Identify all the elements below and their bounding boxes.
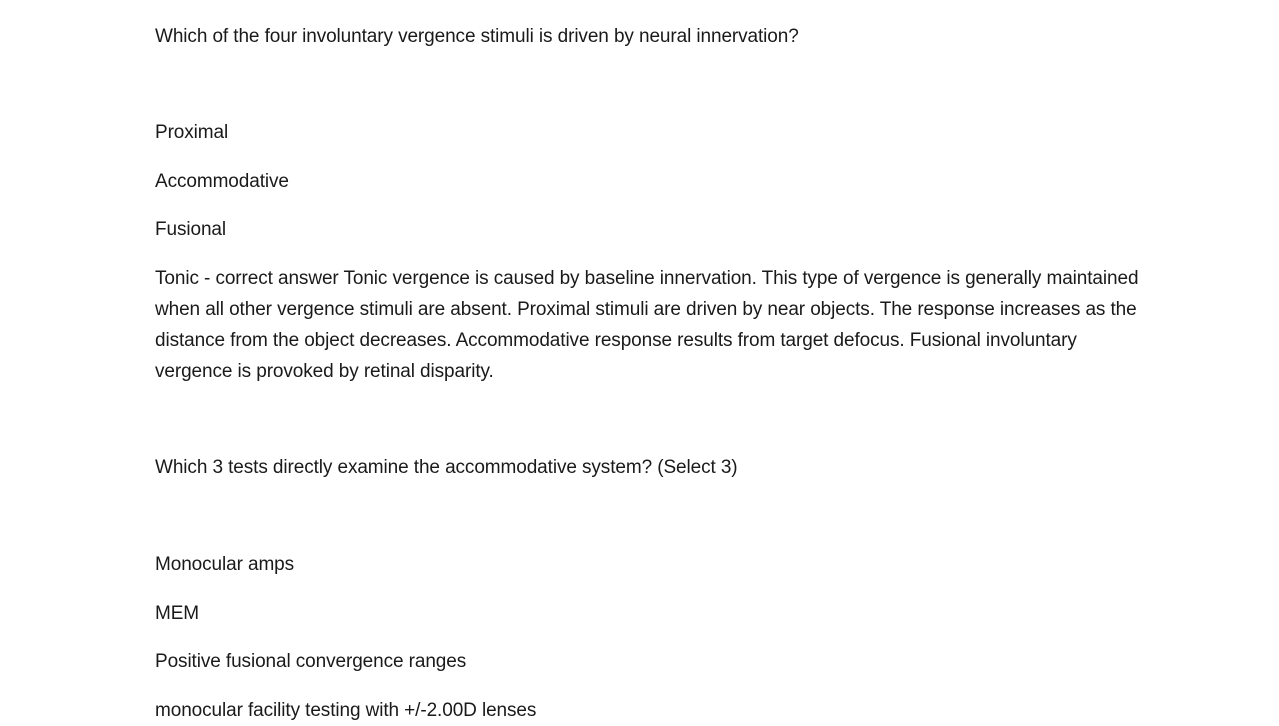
question-2-option-mem: MEM (155, 603, 200, 624)
question-1-option-proximal: Proximal (155, 122, 229, 143)
question-2-option-monocular-facility: monocular facility testing with +/-2.00D lenses (155, 700, 537, 721)
question-1-text: Which of the four involuntary vergence stimuli is driven by neural innervation? (155, 26, 799, 47)
question-2-option-monocular-amps: Monocular amps (155, 554, 295, 575)
question-2-option-positive-fusional-convergence: Positive fusional convergence ranges (155, 651, 467, 672)
question-2-text: Which 3 tests directly examine the accommodative system? (Select 3) (155, 457, 738, 478)
question-1-option-fusional: Fusional (155, 219, 227, 240)
question-1-answer: Tonic - correct answer Tonic vergence is caused by baseline innervation. This type of vergence is generally maintained when all other vergence stimuli are absent. Proximal stimuli are driven by near objects. The response increases as the distance from the object decreases. Accommodative response results from target defocus. Fusional involuntary vergence is provoked by retinal disparity. (155, 268, 1139, 382)
question-1-option-accommodative: Accommodative (155, 171, 289, 192)
